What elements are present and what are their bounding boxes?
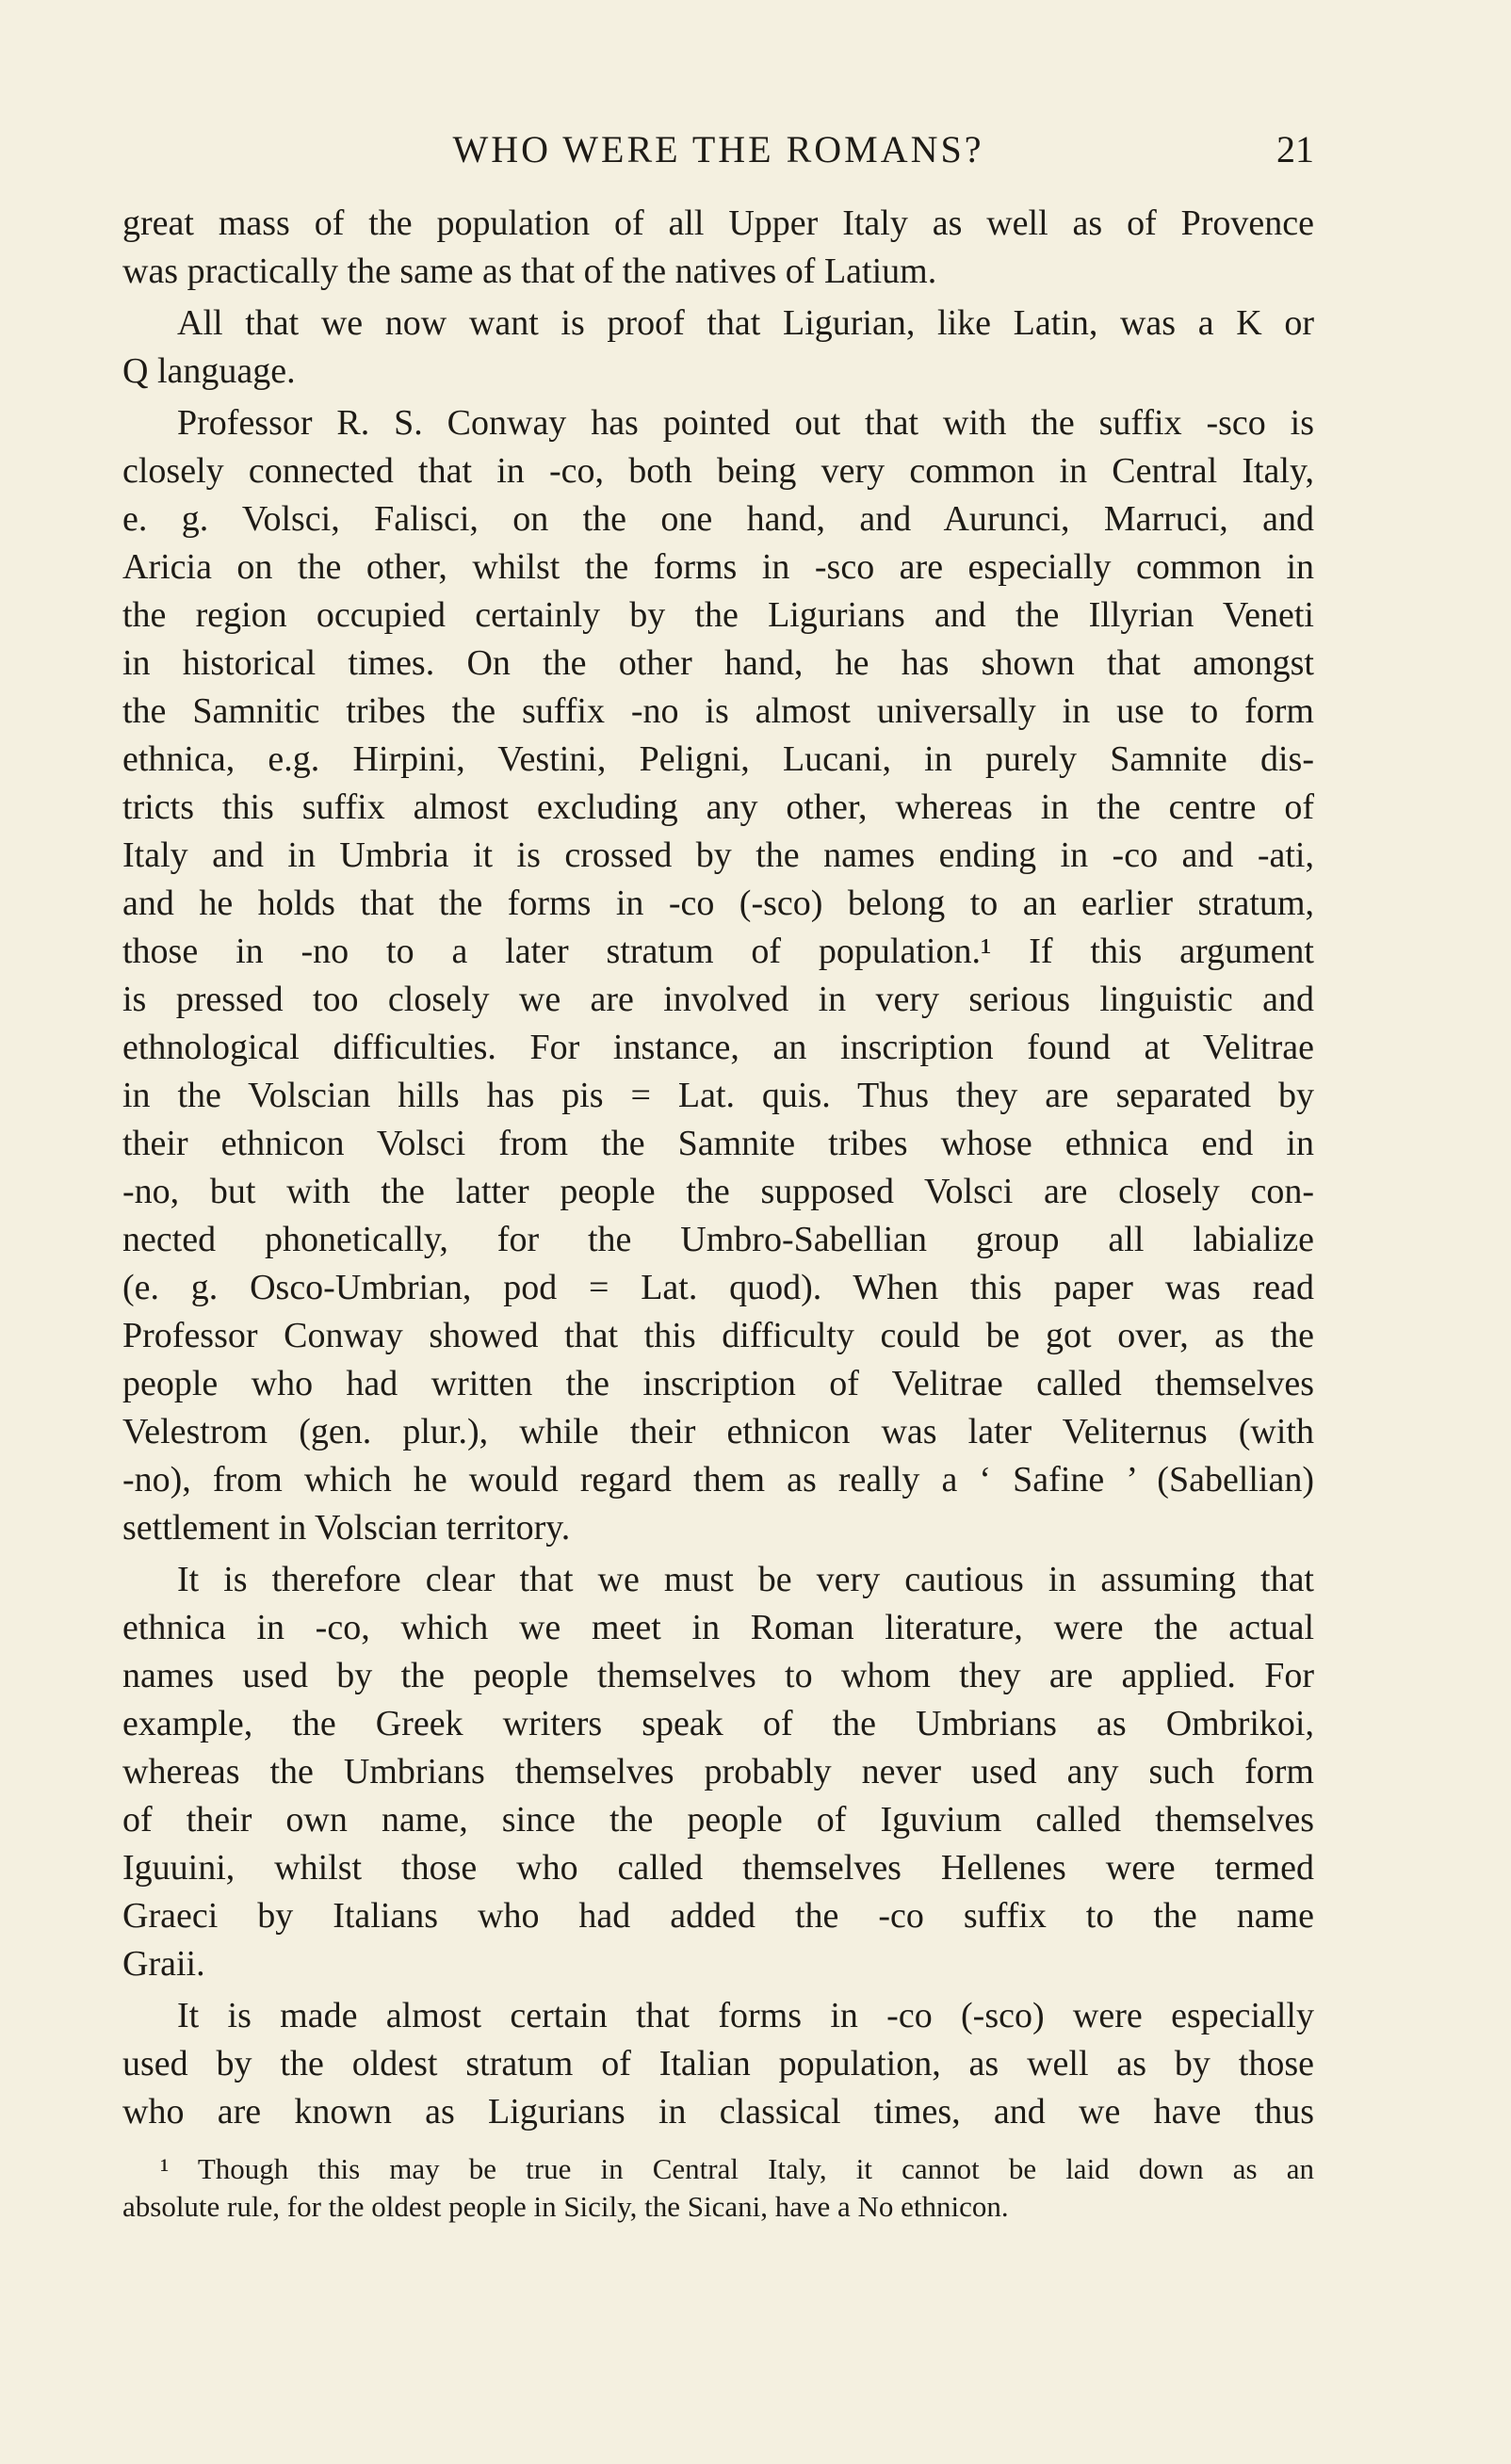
body-line: the region occupied certainly by the Ligurians and the Illyrian Veneti [122, 595, 1314, 635]
body-line: It is therefore clear that we must be very cautious in assuming that [177, 1560, 1314, 1599]
body-line: in historical times. On the other hand, he has shown that amongst [122, 643, 1314, 683]
body-line: their ethnicon Volsci from the Samnite tribes whose ethnica end in [122, 1124, 1314, 1163]
body-line: names used by the people themselves to whom they are applied. For [122, 1656, 1314, 1695]
running-head [122, 126, 1314, 173]
running-title: WHO WERE THE ROMANS? [452, 128, 984, 170]
body-line: It is made almost certain that forms in -co (-sco) were especially [177, 1996, 1314, 2035]
body-line: is pressed too closely we are involved in very serious linguistic and [122, 980, 1314, 1019]
page-number: 21 [1276, 128, 1314, 170]
body-line: whereas the Umbrians themselves probably never used any such form [122, 1752, 1314, 1791]
body-line: All that we now want is proof that Ligurian, like Latin, was a K or [177, 303, 1314, 343]
body-line: example, the Greek writers speak of the Umbrians as Ombrikoi, [122, 1704, 1314, 1743]
body-line: and he holds that the forms in -co (-sco) belong to an earlier stratum, [122, 883, 1314, 923]
body-line: Italy and in Umbria it is crossed by the names ending in -co and -ati, [122, 835, 1314, 875]
body-line: of their own name, since the people of Iguvium called themselves [122, 1800, 1314, 1840]
body-line: e. g. Volsci, Falisci, on the one hand, and Aurunci, Marruci, and [122, 499, 1314, 539]
body-text [122, 200, 1314, 2136]
body-line: settlement in Volscian territory. [122, 1508, 571, 1548]
body-line: closely connected that in -co, both being very common in Central Italy, [122, 451, 1314, 491]
footnote [122, 2150, 1314, 2226]
body-line: Q language. [122, 351, 296, 391]
body-line: -no), from which he would regard them as really a ‘ Safine ’ (Sabellian) [122, 1460, 1314, 1499]
body-line: -no, but with the latter people the supposed Volsci are closely con- [122, 1172, 1314, 1211]
body-line: Velestrom (gen. plur.), while their ethnicon was later Veliternus (with [122, 1412, 1314, 1451]
body-line: Aricia on the other, whilst the forms in -sco are especially common in [122, 547, 1314, 587]
body-line: people who had written the inscription of Velitrae called themselves [122, 1364, 1314, 1403]
body-line: ethnica, e.g. Hirpini, Vestini, Peligni, Lucani, in purely Samnite dis- [122, 739, 1314, 779]
body-line: Professor Conway showed that this difficulty could be got over, as the [122, 1316, 1314, 1355]
body-line: in the Volscian hills has pis = Lat. quis. Thus they are separated by [122, 1076, 1314, 1115]
body-line: ethnological difficulties. For instance, an inscription found at Velitrae [122, 1028, 1314, 1067]
body-line: was practically the same as that of the natives of Latium. [122, 251, 937, 291]
body-line: Graeci by Italians who had added the -co suffix to the name [122, 1896, 1314, 1936]
footnote-line: absolute rule, for the oldest people in Sicily, the Sicani, have a No ethnicon. [122, 2190, 1009, 2223]
body-line: nected phonetically, for the Umbro-Sabellian group all labialize [122, 1220, 1314, 1259]
body-line: used by the oldest stratum of Italian population, as well as by those [122, 2044, 1314, 2083]
body-line: those in -no to a later stratum of population.¹ If this argument [122, 932, 1314, 971]
footnote-line: ¹ Though this may be true in Central Italy, it cannot be laid down as an [160, 2152, 1314, 2185]
body-line: ethnica in -co, which we meet in Roman literature, were the actual [122, 1608, 1314, 1647]
body-line: Iguuini, whilst those who called themselves Hellenes were termed [122, 1848, 1314, 1888]
body-line: Professor R. S. Conway has pointed out that with the suffix -sco is [177, 403, 1314, 443]
body-line: (e. g. Osco-Umbrian, pod = Lat. quod). When this paper was read [122, 1268, 1314, 1307]
body-line: tricts this suffix almost excluding any other, whereas in the centre of [122, 787, 1314, 827]
body-line: Graii. [122, 1944, 205, 1984]
body-line: the Samnitic tribes the suffix -no is almost universally in use to form [122, 691, 1314, 731]
body-line: who are known as Ligurians in classical times, and we have thus [122, 2092, 1314, 2132]
body-line: great mass of the population of all Upper Italy as well as of Provence [122, 203, 1314, 243]
